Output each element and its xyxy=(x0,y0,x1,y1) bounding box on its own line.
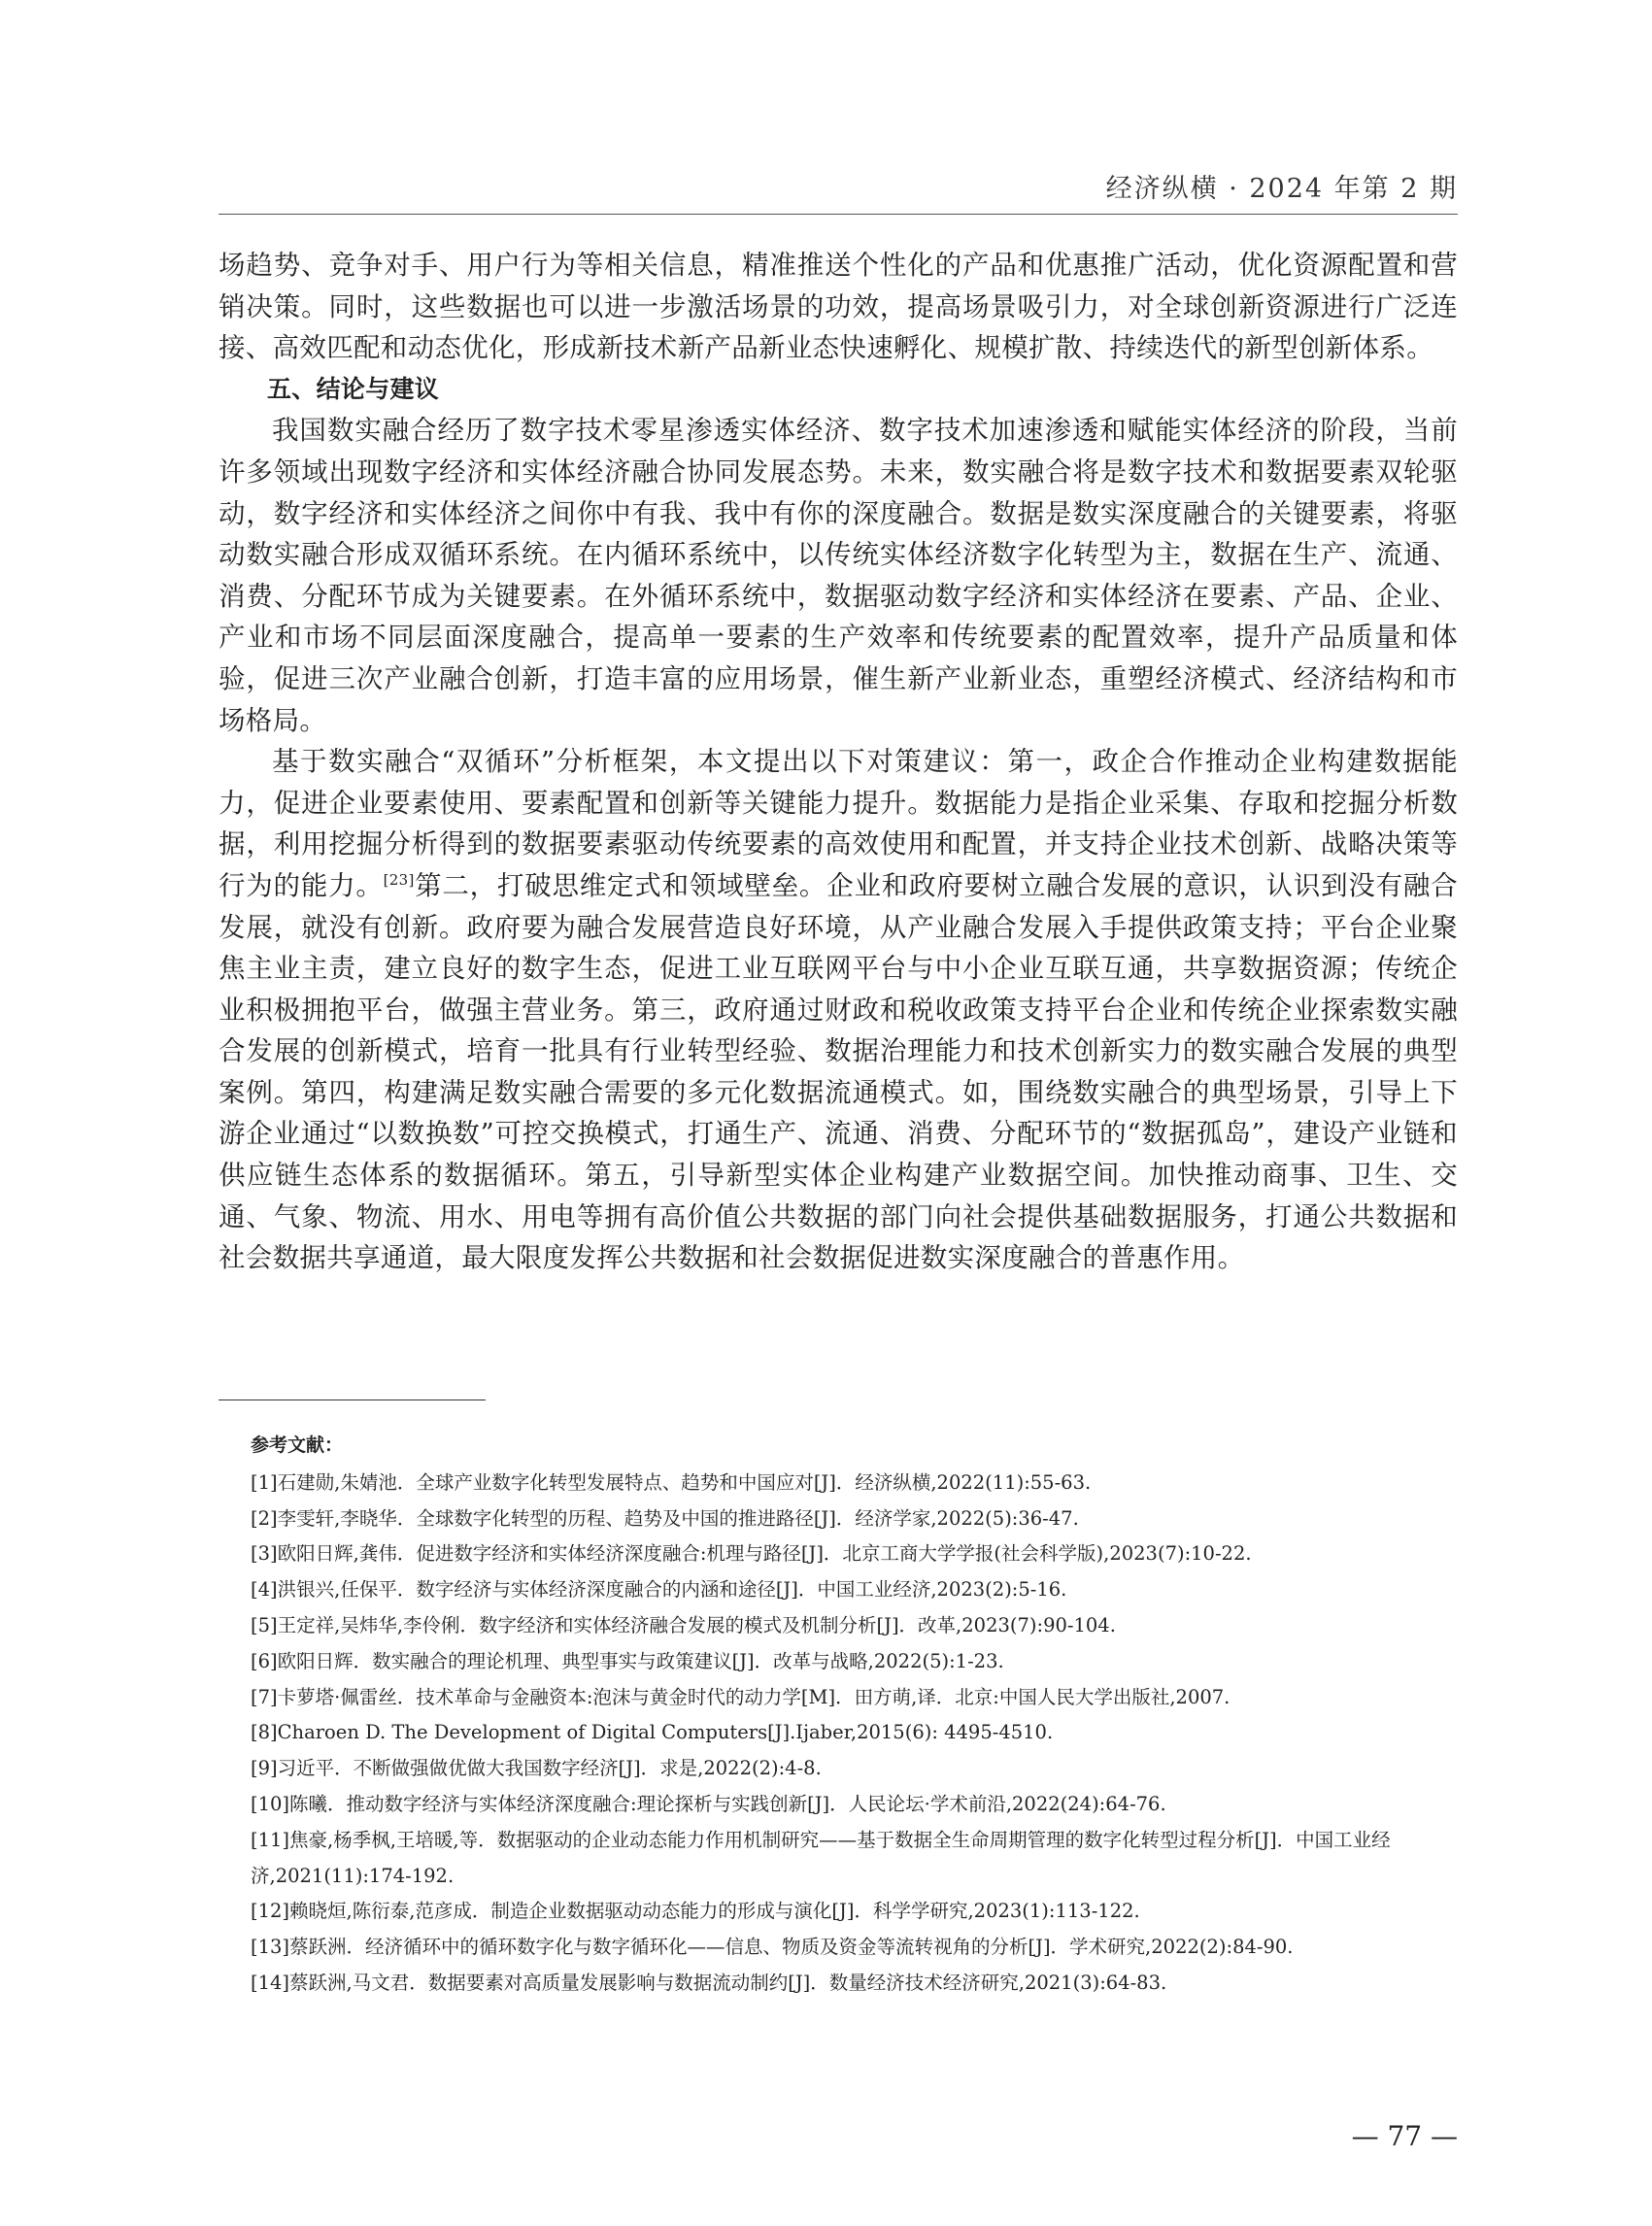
reference-item: [7]卡萝塔·佩雷丝．技术革命与金融资本:泡沫与黄金时代的动力学[M]．田方萌,译．北京:中国人民大学出版社,2007. xyxy=(251,1685,1231,1708)
references-section xyxy=(251,1428,1458,2002)
reference-item: [11]焦豪,杨季枫,王培暖,等．数据驱动的企业动态能力作用机制研究——基于数据全生命周期管理的数字化转型过程分析[J]．中国工业经济,2021(11):174-192. xyxy=(251,1828,1391,1887)
reference-item: [6]欧阳日辉．数实融合的理论机理、典型事实与政策建议[J]．改革与战略,2022(5):1-23. xyxy=(251,1649,1004,1672)
reference-item: [13]蔡跃洲．经济循环中的循环数字化与数字循环化——信息、物质及资金等流转视角的分析[J]．学术研究,2022(2):84-90. xyxy=(251,1936,1294,1959)
paragraph-2-part-a: 基于数实融合“双循环”分析框架，本文提出以下对策建议：第一，政企合作推动企业构建数据能力，促进企业要素使用、要素配置和创新等关键能力提升。数据能力是指企业采集、存取和挖掘分析数据，利用挖掘分析得到的数据要素驱动传统要素的高效使用和配置，并支持企业技术创新、战略决策等行为的能力。 xyxy=(219,746,1458,901)
journal-issue-title: 经济纵横 · 2024 年第 2 期 xyxy=(1105,174,1458,204)
paragraph-2-part-b: 第二，打破思维定式和领域壁垒。企业和政府要树立融合发展的意识，认识到没有融合发展，就没有创新。政府要为融合发展营造良好环境，从产业融合发展入手提供政策支持；平台企业聚焦主业主责，建立良好的数字生态，促进工业互联网平台与中小企业互联互通，共享数据资源；传统企业积极拥抱平台，做强主营业务。第三，政府通过财政和税收政策支持平台企业和传统企业探索数实融合发展的创新模式，培育一批具有行业转型经验、数据治理能力和技术创新实力的数实融合发展的典型案例。第四，构建满足数实融合需要的多元化数据流通模式。如，围绕数实融合的典型场景，引导上下游企业通过“以数换数”可控交换模式，打通生产、流通、消费、分配环节的“数据孤岛”，建设产业链和供应链生态体系的数据循环。第五，引导新型实体企业构建产业数据空间。加快推动商事、卫生、交通、气象、物流、用水、用电等拥有高价值公共数据的部门向社会提供基础数据服务，打通公共数据和社会数据共享通道，最大限度发挥公共数据和社会数据促进数实深度融合的普惠作用。 xyxy=(219,869,1458,1274)
references-title: 参考文献： xyxy=(251,1434,344,1456)
reference-item: [10]陈曦．推动数字经济与实体经济深度融合:理论探析与实践创新[J]．人民论坛·学术前沿,2022(24):64-76. xyxy=(251,1792,1166,1815)
citation-marker: [23] xyxy=(383,870,415,889)
body-paragraph-1: 我国数实融合经历了数字技术零星渗透实体经济、数字技术加速渗透和赋能实体经济的阶段，当前许多领域出现数字经济和实体经济融合协同发展态势。未来，数实融合将是数字技术和数据要素双轮驱动，数字经济和实体经济之间你中有我、我中有你的深度融合。数据是数实深度融合的关键要素，将驱动数实融合形成双循环系统。在内循环系统中，以传统实体经济数字化转型为主，数据在生产、流通、消费、分配环节成为关键要素。在外循环系统中，数据驱动数字经济和实体经济在要素、产品、企业、产业和市场不同层面深度融合，提高单一要素的生产效率和传统要素的配置效率，提升产品质量和体验，促进三次产业融合创新，打造丰富的应用场景，催生新产业新业态，重塑经济模式、经济结构和市场格局。 xyxy=(219,415,1458,736)
reference-item: [1]石建勋,朱婧池．全球产业数字化转型发展特点、趋势和中国应对[J]．经济纵横,2022(11):55-63. xyxy=(251,1470,1092,1494)
continued-paragraph: 场趋势、竞争对手、用户行为等相关信息，精准推送个性化的产品和优惠推广活动，优化资源配置和营销决策。同时，这些数据也可以进一步激活场景的功效，提高场景吸引力，对全球创新资源进行广泛连接、高效匹配和动态优化，形成新技术新产品新业态快速孵化、规模扩散、持续迭代的新型创新体系。 xyxy=(219,250,1458,364)
reference-item: [8]Charoen D. The Development of Digital Computers[J].Ijaber,2015(6): 4495-4510. xyxy=(251,1721,1054,1744)
reference-item: [9]习近平．不断做强做优做大我国数字经济[J]．求是,2022(2):4-8. xyxy=(251,1757,822,1780)
reference-item: [4]洪银兴,任保平．数字经济与实体经济深度融合的内涵和途径[J]．中国工业经济,2023(2):5-16. xyxy=(251,1578,1067,1602)
main-body xyxy=(219,245,1458,1279)
reference-item: [14]蔡跃洲,马文君．数据要素对高质量发展影响与数据流动制约[J]．数量经济技术经济研究,2021(3):64-83. xyxy=(251,1971,1167,1994)
section-heading: 五、结论与建议 xyxy=(267,374,440,403)
header-rule xyxy=(219,214,1458,215)
body-paragraph-2 xyxy=(219,741,1458,1279)
reference-item: [5]王定祥,吴炜华,李伶俐．数字经济和实体经济融合发展的模式及机制分析[J]．改革,2023(7):90-104. xyxy=(251,1613,1116,1636)
page-number: — 77 — xyxy=(1351,2120,1458,2152)
reference-item: [12]赖晓烜,陈衍泰,范彦成．制造企业数据驱动动态能力的形成与演化[J]．科学学研究,2023(1):113-122. xyxy=(251,1900,1140,1923)
reference-item: [2]李雯轩,李晓华．全球数字化转型的历程、趋势及中国的推进路径[J]．经济学家,2022(5):36-47. xyxy=(251,1506,1079,1530)
running-header xyxy=(219,167,1458,216)
reference-item: [3]欧阳日辉,龚伟．促进数字经济和实体经济深度融合:机理与路径[J]．北京工商大学学报(社会科学版),2023(7):10-22. xyxy=(251,1542,1252,1566)
